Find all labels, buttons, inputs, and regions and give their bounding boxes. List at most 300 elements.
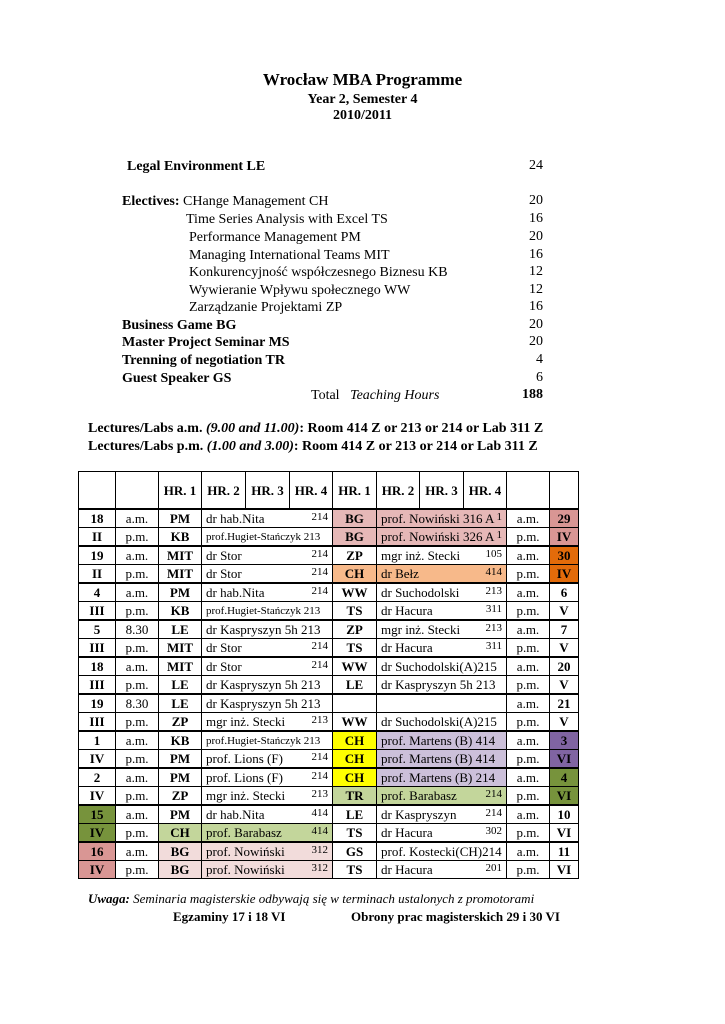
course-code: ZP	[333, 620, 377, 639]
time-cell: 8.30	[116, 694, 159, 713]
elective-name: Time Series Analysis with Excel TS	[186, 212, 388, 227]
date-cell: III	[79, 676, 116, 695]
header-hr: HR. 3	[246, 472, 290, 510]
lecturer-name: dr Bełz	[381, 565, 419, 581]
room-number: 214	[311, 584, 328, 597]
rooms-am-prefix: Lectures/Labs a.m.	[88, 421, 206, 436]
header-blank	[79, 472, 116, 510]
time-cell: p.m.	[507, 676, 550, 695]
elective-name: CHange Management CH	[183, 194, 329, 209]
date-cell: V	[550, 676, 579, 695]
elective-hours: 16	[529, 299, 543, 314]
defense-text: Obrony prac magisterskich 29 i 30 VI	[351, 909, 560, 924]
lecturer-cell	[202, 602, 333, 621]
lecturer-name: dr Hacura	[381, 861, 433, 877]
rooms-pm-times: (1.00 and 3.00)	[206, 439, 294, 454]
lecturer-cell	[377, 620, 507, 639]
course-code: MIT	[159, 565, 202, 584]
course-code: BG	[159, 842, 202, 861]
time-cell: p.m.	[116, 602, 159, 621]
total-label: Total	[311, 388, 340, 403]
date-cell: 16	[79, 842, 116, 861]
header-hr: HR. 2	[377, 472, 420, 510]
lecturer-name: dr Kaspryszyn 5h 213	[206, 621, 321, 637]
lecturer-cell	[202, 842, 333, 861]
room-number: 311	[485, 602, 502, 615]
course-business-game: Business Game BG	[122, 318, 237, 333]
time-cell: a.m.	[507, 546, 550, 565]
course-code: TS	[333, 824, 377, 843]
course-hours: 20	[529, 317, 543, 332]
lecturer-name: prof.Hugiet-Stańczyk 213	[206, 734, 321, 747]
course-code: TS	[333, 639, 377, 658]
course-code: LE	[159, 694, 202, 713]
room-number: 214	[311, 658, 328, 671]
room-number: 1	[496, 528, 502, 541]
course-hours: 6	[536, 370, 543, 385]
lecturer-cell	[377, 842, 507, 861]
time-cell: p.m.	[507, 861, 550, 879]
lecturer-name: prof. Martens (B) 414	[381, 732, 496, 748]
course-negotiation: Trenning of negotiation TR	[122, 353, 285, 368]
header-hr: HR. 2	[202, 472, 246, 510]
time-cell: p.m.	[507, 750, 550, 769]
course-code: CH	[333, 565, 377, 584]
lecturer-cell	[377, 583, 507, 602]
course-code: CH	[333, 768, 377, 787]
date-cell: 21	[550, 694, 579, 713]
lecturer-name: mgr inż. Stecki	[206, 787, 286, 803]
course-code: GS	[333, 842, 377, 861]
lecturer-cell	[202, 639, 333, 658]
date-cell: II	[79, 565, 116, 584]
course-code: BG	[333, 528, 377, 547]
course-code: KB	[159, 731, 202, 750]
course-code: PM	[159, 509, 202, 528]
lecturer-cell	[202, 565, 333, 584]
header-hr: HR. 4	[290, 472, 333, 510]
time-cell: p.m.	[507, 787, 550, 806]
course-code: WW	[333, 713, 377, 732]
table-row	[79, 583, 579, 602]
date-cell: 2	[79, 768, 116, 787]
lecturer-cell	[202, 620, 333, 639]
date-cell: 3	[550, 731, 579, 750]
lecturer-cell	[202, 787, 333, 806]
time-cell: a.m.	[507, 842, 550, 861]
time-cell: a.m.	[116, 842, 159, 861]
elective-hours: 20	[529, 193, 543, 208]
table-row	[79, 694, 579, 713]
lecturer-name: dr Suchodolski	[381, 584, 460, 600]
date-cell: 4	[550, 768, 579, 787]
time-cell: a.m.	[507, 805, 550, 824]
table-row	[79, 842, 579, 861]
academic-year: 2010/2011	[332, 108, 393, 123]
elective-hours: 12	[529, 282, 543, 297]
lecturer-cell	[202, 694, 333, 713]
course-code: KB	[159, 602, 202, 621]
table-row	[79, 861, 579, 879]
time-cell: p.m.	[507, 565, 550, 584]
date-cell: 29	[550, 509, 579, 528]
elective-name: Zarządzanie Projektami ZP	[189, 300, 343, 315]
time-cell: p.m.	[507, 602, 550, 621]
room-number: 214	[311, 510, 328, 523]
time-cell: a.m.	[116, 583, 159, 602]
course-code: PM	[159, 768, 202, 787]
course-code: BG	[159, 861, 202, 879]
room-number: 214	[311, 565, 328, 578]
course-code: BG	[333, 509, 377, 528]
date-cell: 30	[550, 546, 579, 565]
table-row	[79, 565, 579, 584]
header-blank	[116, 472, 159, 510]
lecturer-cell	[202, 861, 333, 879]
lecturer-name: prof.Hugiet-Stańczyk 213	[206, 604, 321, 617]
room-number: 1	[496, 510, 502, 523]
table-row	[79, 731, 579, 750]
elective-hours: 16	[529, 211, 543, 226]
note-text: Seminaria magisterskie odbywają się w terminach ustalonych z promotorami	[129, 891, 535, 906]
table-row	[79, 713, 579, 732]
course-legal: Legal Environment LE	[127, 159, 266, 174]
elective-name: Konkurencyjność współczesnego Biznesu KB	[189, 265, 448, 280]
table-header-row	[79, 472, 579, 510]
total-row	[311, 387, 439, 405]
room-number: 414	[311, 806, 328, 819]
course-code: LE	[159, 620, 202, 639]
table-row	[79, 768, 579, 787]
rooms-pm-rooms: : Room 414 Z or 213 or 214 or Lab 311 Z	[293, 439, 538, 454]
lecturer-cell	[202, 657, 333, 676]
table-row	[79, 750, 579, 769]
elective-hours: 20	[529, 229, 543, 244]
table-row	[79, 657, 579, 676]
lecturer-name: prof.Hugiet-Stańczyk 213	[206, 530, 321, 543]
course-code: TS	[333, 861, 377, 879]
lecturer-cell	[377, 824, 507, 843]
date-cell: VI	[550, 750, 579, 769]
header-hr: HR. 1	[159, 472, 202, 510]
date-cell: IV	[79, 750, 116, 769]
time-cell: p.m.	[507, 713, 550, 732]
table-row	[79, 620, 579, 639]
elective-hours: 16	[529, 247, 543, 262]
lecturer-name: prof. Nowiński 326 A	[381, 528, 495, 544]
lecturer-cell	[377, 676, 507, 695]
lecturer-cell	[202, 750, 333, 769]
lecturer-cell	[202, 731, 333, 750]
lecturer-cell	[377, 509, 507, 528]
course-code: WW	[333, 657, 377, 676]
room-number: 213	[485, 584, 502, 597]
time-cell: a.m.	[116, 768, 159, 787]
room-number: 214	[311, 639, 328, 652]
page-title: Wrocław MBA Programme	[262, 70, 463, 89]
time-cell: a.m.	[507, 768, 550, 787]
lecturer-name: dr Hacura	[381, 639, 433, 655]
course-code: CH	[333, 750, 377, 769]
date-cell: III	[79, 713, 116, 732]
lecturer-name: dr Suchodolski(A)215	[381, 658, 497, 674]
course-legal-hours: 24	[529, 158, 543, 173]
date-cell: 10	[550, 805, 579, 824]
table-row	[79, 787, 579, 806]
date-cell: IV	[550, 565, 579, 584]
lecturer-name: dr Kaspryszyn 5h 213	[206, 695, 321, 711]
lecturer-name: mgr inż. Stecki	[381, 547, 461, 563]
time-cell: p.m.	[116, 528, 159, 547]
course-code: CH	[333, 731, 377, 750]
room-number: 213	[485, 621, 502, 634]
rooms-pm-prefix: Lectures/Labs p.m.	[88, 439, 207, 454]
time-cell: a.m.	[116, 546, 159, 565]
lecturer-name: prof. Lions (F)	[206, 769, 283, 785]
room-number: 311	[485, 639, 502, 652]
rooms-pm	[88, 439, 538, 455]
room-number: 414	[485, 565, 502, 578]
room-number: 312	[311, 843, 328, 856]
lecturer-cell	[377, 713, 507, 732]
time-cell: p.m.	[116, 750, 159, 769]
date-cell: V	[550, 602, 579, 621]
lecturer-cell	[202, 546, 333, 565]
lecturer-cell	[202, 583, 333, 602]
date-cell: 6	[550, 583, 579, 602]
lecturer-name: prof. Martens (B) 414	[381, 750, 496, 766]
table-row	[79, 676, 579, 695]
room-number: 201	[485, 861, 502, 874]
time-cell: a.m.	[507, 509, 550, 528]
lecturer-cell	[202, 824, 333, 843]
date-cell: III	[79, 602, 116, 621]
lecturer-name: prof. Barabasz	[206, 824, 282, 840]
header-hr: HR. 1	[333, 472, 377, 510]
date-cell: IV	[550, 528, 579, 547]
course-code: PM	[159, 583, 202, 602]
time-cell: p.m.	[507, 824, 550, 843]
date-cell: 1	[79, 731, 116, 750]
table-row	[79, 805, 579, 824]
course-code: WW	[333, 583, 377, 602]
lecturer-name: dr Stor	[206, 565, 242, 581]
lecturer-cell	[377, 861, 507, 879]
lecturer-cell	[377, 528, 507, 547]
room-number: 312	[311, 861, 328, 874]
table-row	[79, 546, 579, 565]
room-number: 213	[311, 787, 328, 800]
room-number: 105	[485, 547, 502, 560]
rooms-am-times: (9.00 and 11.00)	[205, 421, 300, 436]
lecturer-cell	[377, 750, 507, 769]
course-code	[333, 694, 377, 713]
date-cell: 11	[550, 842, 579, 861]
time-cell: a.m.	[507, 657, 550, 676]
elective-name: Managing International Teams MIT	[189, 248, 390, 263]
elective-name: Wywieranie Wpływu społecznego WW	[189, 283, 411, 298]
course-hours: 20	[529, 334, 543, 349]
course-hours: 4	[536, 352, 543, 367]
date-cell: VI	[550, 787, 579, 806]
time-cell: 8.30	[116, 620, 159, 639]
lecturer-cell	[377, 602, 507, 621]
time-cell: a.m.	[116, 731, 159, 750]
course-code: MIT	[159, 657, 202, 676]
room-number: 213	[311, 713, 328, 726]
lecturer-name: dr Hacura	[381, 824, 433, 840]
course-code: PM	[159, 750, 202, 769]
lecturer-name: prof. Nowiński	[206, 843, 285, 859]
lecturer-name: dr Hacura	[381, 602, 433, 618]
lecturer-cell	[377, 768, 507, 787]
room-number: 214	[311, 750, 328, 763]
date-cell: 19	[79, 546, 116, 565]
course-code: CH	[159, 824, 202, 843]
table-row	[79, 639, 579, 658]
lecturer-cell	[202, 768, 333, 787]
date-cell: III	[79, 639, 116, 658]
date-cell: V	[550, 639, 579, 658]
note-label: Uwaga:	[88, 891, 130, 906]
lecturer-cell	[377, 731, 507, 750]
electives-row	[122, 193, 328, 211]
lecturer-name: prof. Nowiński	[206, 861, 285, 877]
lecturer-name: dr hab.Nita	[206, 584, 265, 600]
header-blank	[507, 472, 550, 510]
lecturer-cell	[377, 787, 507, 806]
date-cell: 18	[79, 657, 116, 676]
elective-name: Performance Management PM	[189, 230, 361, 245]
lecturer-cell	[377, 565, 507, 584]
time-cell: p.m.	[116, 713, 159, 732]
lecturer-name: dr Stor	[206, 639, 242, 655]
date-cell: 5	[79, 620, 116, 639]
header-blank	[550, 472, 579, 510]
lecturer-name: mgr inż. Stecki	[206, 713, 286, 729]
time-cell: a.m.	[507, 583, 550, 602]
time-cell: p.m.	[507, 528, 550, 547]
room-number: 302	[485, 824, 502, 837]
total-desc: Teaching Hours	[350, 388, 440, 403]
time-cell: p.m.	[116, 861, 159, 879]
rooms-am	[88, 421, 543, 437]
room-number: 214	[485, 787, 502, 800]
date-cell: 20	[550, 657, 579, 676]
rooms-am-rooms: : Room 414 Z or 213 or 214 or Lab 311 Z	[299, 421, 544, 436]
time-cell: a.m.	[116, 805, 159, 824]
electives-label: Electives:	[122, 194, 184, 209]
room-number: 214	[485, 806, 502, 819]
date-cell: VI	[550, 824, 579, 843]
date-cell: IV	[79, 824, 116, 843]
course-code: LE	[159, 676, 202, 695]
lecturer-name: prof. Kostecki(CH)214	[381, 843, 502, 859]
time-cell: a.m.	[116, 657, 159, 676]
date-cell: II	[79, 528, 116, 547]
course-code: MIT	[159, 546, 202, 565]
lecturer-cell	[377, 805, 507, 824]
lecturer-cell	[202, 676, 333, 695]
time-cell: a.m.	[507, 731, 550, 750]
lecturer-name: dr Kaspryszyn	[381, 806, 457, 822]
lecturer-cell	[202, 528, 333, 547]
lecturer-name: prof. Barabasz	[381, 787, 457, 803]
lecturer-name: dr Kaspryszyn 5h 213	[206, 676, 321, 692]
time-cell: a.m.	[116, 509, 159, 528]
lecturer-name: dr Suchodolski(A)215	[381, 713, 497, 729]
room-number: 214	[311, 769, 328, 782]
time-cell: a.m.	[507, 694, 550, 713]
lecturer-cell	[202, 805, 333, 824]
time-cell: p.m.	[116, 676, 159, 695]
course-code: ZP	[159, 713, 202, 732]
room-number: 414	[311, 824, 328, 837]
lecturer-name: dr Kaspryszyn 5h 213	[381, 676, 496, 692]
table-row	[79, 602, 579, 621]
lecturer-name: prof. Lions (F)	[206, 750, 283, 766]
date-cell: 7	[550, 620, 579, 639]
date-cell: VI	[550, 861, 579, 879]
date-cell: V	[550, 713, 579, 732]
time-cell: p.m.	[507, 639, 550, 658]
room-number: 214	[311, 547, 328, 560]
lecturer-cell	[377, 546, 507, 565]
date-cell: 19	[79, 694, 116, 713]
course-code: ZP	[333, 546, 377, 565]
course-code: ZP	[159, 787, 202, 806]
course-code: PM	[159, 805, 202, 824]
lecturer-name: dr Stor	[206, 658, 242, 674]
lecturer-name: dr hab.Nita	[206, 510, 265, 526]
time-cell: a.m.	[507, 620, 550, 639]
course-master-seminar: Master Project Seminar MS	[122, 335, 290, 350]
header-hr: HR. 4	[464, 472, 507, 510]
time-cell: p.m.	[116, 639, 159, 658]
lecturer-name: dr hab.Nita	[206, 806, 265, 822]
exams-text: Egzaminy 17 i 18 VI	[173, 909, 286, 924]
date-cell: IV	[79, 787, 116, 806]
course-code: LE	[333, 805, 377, 824]
lecturer-cell	[377, 657, 507, 676]
lecturer-cell	[377, 639, 507, 658]
course-code: TR	[333, 787, 377, 806]
time-cell: p.m.	[116, 824, 159, 843]
lecturer-name: prof. Martens (B) 214	[381, 769, 496, 785]
lecturer-name: dr Stor	[206, 547, 242, 563]
date-cell: 18	[79, 509, 116, 528]
date-cell: IV	[79, 861, 116, 879]
table-row	[79, 509, 579, 528]
time-cell: p.m.	[116, 787, 159, 806]
course-guest-speaker: Guest Speaker GS	[122, 371, 232, 386]
lecturer-cell	[202, 713, 333, 732]
lecturer-cell	[202, 509, 333, 528]
date-cell: 4	[79, 583, 116, 602]
page-subtitle: Year 2, Semester 4	[307, 92, 418, 107]
date-cell: 15	[79, 805, 116, 824]
course-code: LE	[333, 676, 377, 695]
course-code: KB	[159, 528, 202, 547]
time-cell: p.m.	[116, 565, 159, 584]
table-row	[79, 528, 579, 547]
course-code: TS	[333, 602, 377, 621]
lecturer-name: mgr inż. Stecki	[381, 621, 461, 637]
lecturer-name: prof. Nowiński 316 A	[381, 510, 495, 526]
header-hr: HR. 3	[420, 472, 464, 510]
schedule-table	[78, 471, 579, 879]
table-row	[79, 824, 579, 843]
